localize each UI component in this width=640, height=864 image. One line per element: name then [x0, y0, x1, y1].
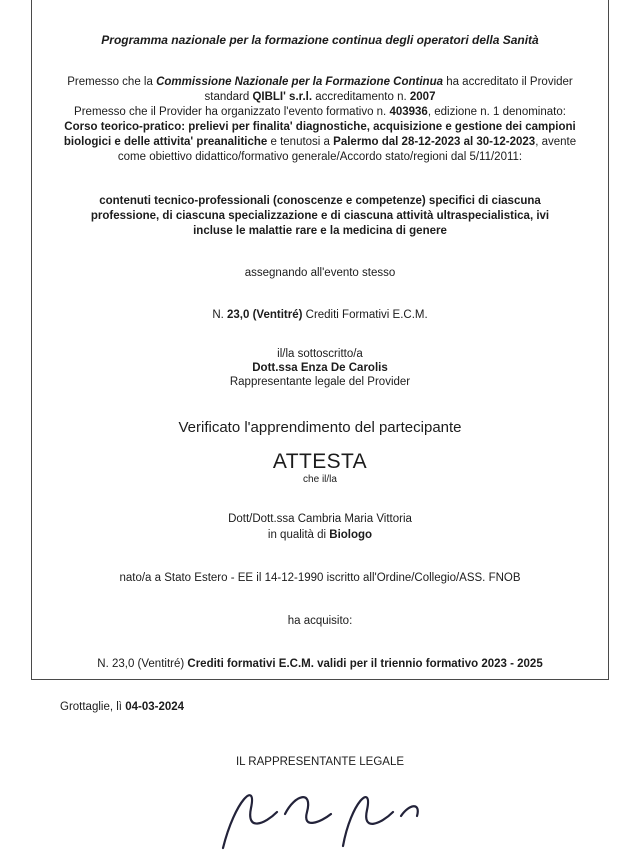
provider-name: QIBLI' s.r.l. — [252, 91, 313, 103]
premise-paragraph — [60, 75, 580, 165]
signature-image — [205, 774, 435, 858]
event-credits-line — [60, 308, 580, 323]
premise-text: Premesso che la — [67, 76, 157, 88]
place-date-line — [60, 700, 580, 715]
quality-prefix: in qualità di — [267, 529, 330, 541]
premise-text: , edizione n. 1 denominato: — [427, 106, 566, 118]
commission-name: Commissione Nazionale per la Formazione Continua — [156, 76, 443, 88]
profession: Biologo — [329, 529, 373, 541]
premise-text: ha accreditato il Provider standard — [204, 76, 573, 103]
event-location-dates: Palermo dal 28-12-2023 al 30-12-2023 — [333, 136, 536, 148]
premise-text: e tenutosi a — [267, 136, 334, 148]
che-illa-line: che il/la — [303, 474, 337, 485]
participant-name: Dott/Dott.ssa Cambria Maria Vittoria — [228, 513, 412, 525]
legal-representative-label: IL RAPPRESENTANTE LEGALE — [235, 756, 405, 768]
final-credits-line — [60, 657, 580, 672]
signatory-name: Dott.ssa Enza De Carolis — [252, 362, 388, 374]
course-title: Corso teorico-pratico: prelievi per finalita' diagnostiche, acquisizione e gestione dei campioni biologici e delle attivita' preanalitiche — [63, 121, 576, 148]
credits-suffix: Crediti Formativi E.C.M. — [302, 309, 428, 321]
document-title: Programma nazionale per la formazione continua degli operatori della Sanità — [101, 33, 539, 47]
triennium-credits: Crediti formativi E.C.M. validi per il triennio formativo 2023 - 2025 — [187, 658, 543, 670]
premise-text: , avente come obiettivo didattico/formativo generale/Accordo stato/regioni dal 5/11/2011: — [117, 136, 577, 163]
signatory-block — [60, 347, 580, 389]
final-credits-prefix: N. 23,0 (Ventitré) — [97, 658, 188, 670]
place-name: Grottaglie, lì — [60, 701, 126, 713]
acquired-line: ha acquisito: — [287, 615, 353, 627]
signature-area — [60, 774, 580, 864]
issue-date: 04-03-2024 — [125, 701, 185, 713]
accreditation-number: 2007 — [409, 91, 436, 103]
assigning-line: assegnando all'evento stesso — [244, 267, 396, 279]
signatory-intro: il/la sottoscritto/a — [277, 348, 363, 360]
attesta-heading: ATTESTA — [272, 450, 368, 473]
premise-text: Premesso che il Provider ha organizzato l'evento formativo n. — [74, 106, 390, 118]
certificate-page — [31, 0, 609, 768]
verified-line: Verificato l'apprendimento del partecipante — [178, 419, 462, 436]
credits-prefix: N. — [212, 309, 228, 321]
participant-quality-line — [60, 528, 580, 543]
objective-paragraph: contenuti tecnico-professionali (conoscenze e competenze) specifici di ciascuna professione, di ciascuna specializzazione e di ciascuna attività ultraspecialistica, ivi incluse le malattie rare e la medicina di genere — [90, 195, 550, 237]
premise-text: accreditamento n. — [312, 91, 410, 103]
signatory-role: Rappresentante legale del Provider — [229, 376, 411, 388]
credits-value: 23,0 (Ventitré) — [227, 309, 303, 321]
event-number: 403936 — [389, 106, 428, 118]
birth-info-line: nato/a a Stato Estero - EE il 14-12-1990 iscritto all'Ordine/Collegio/ASS. FNOB — [119, 572, 521, 584]
